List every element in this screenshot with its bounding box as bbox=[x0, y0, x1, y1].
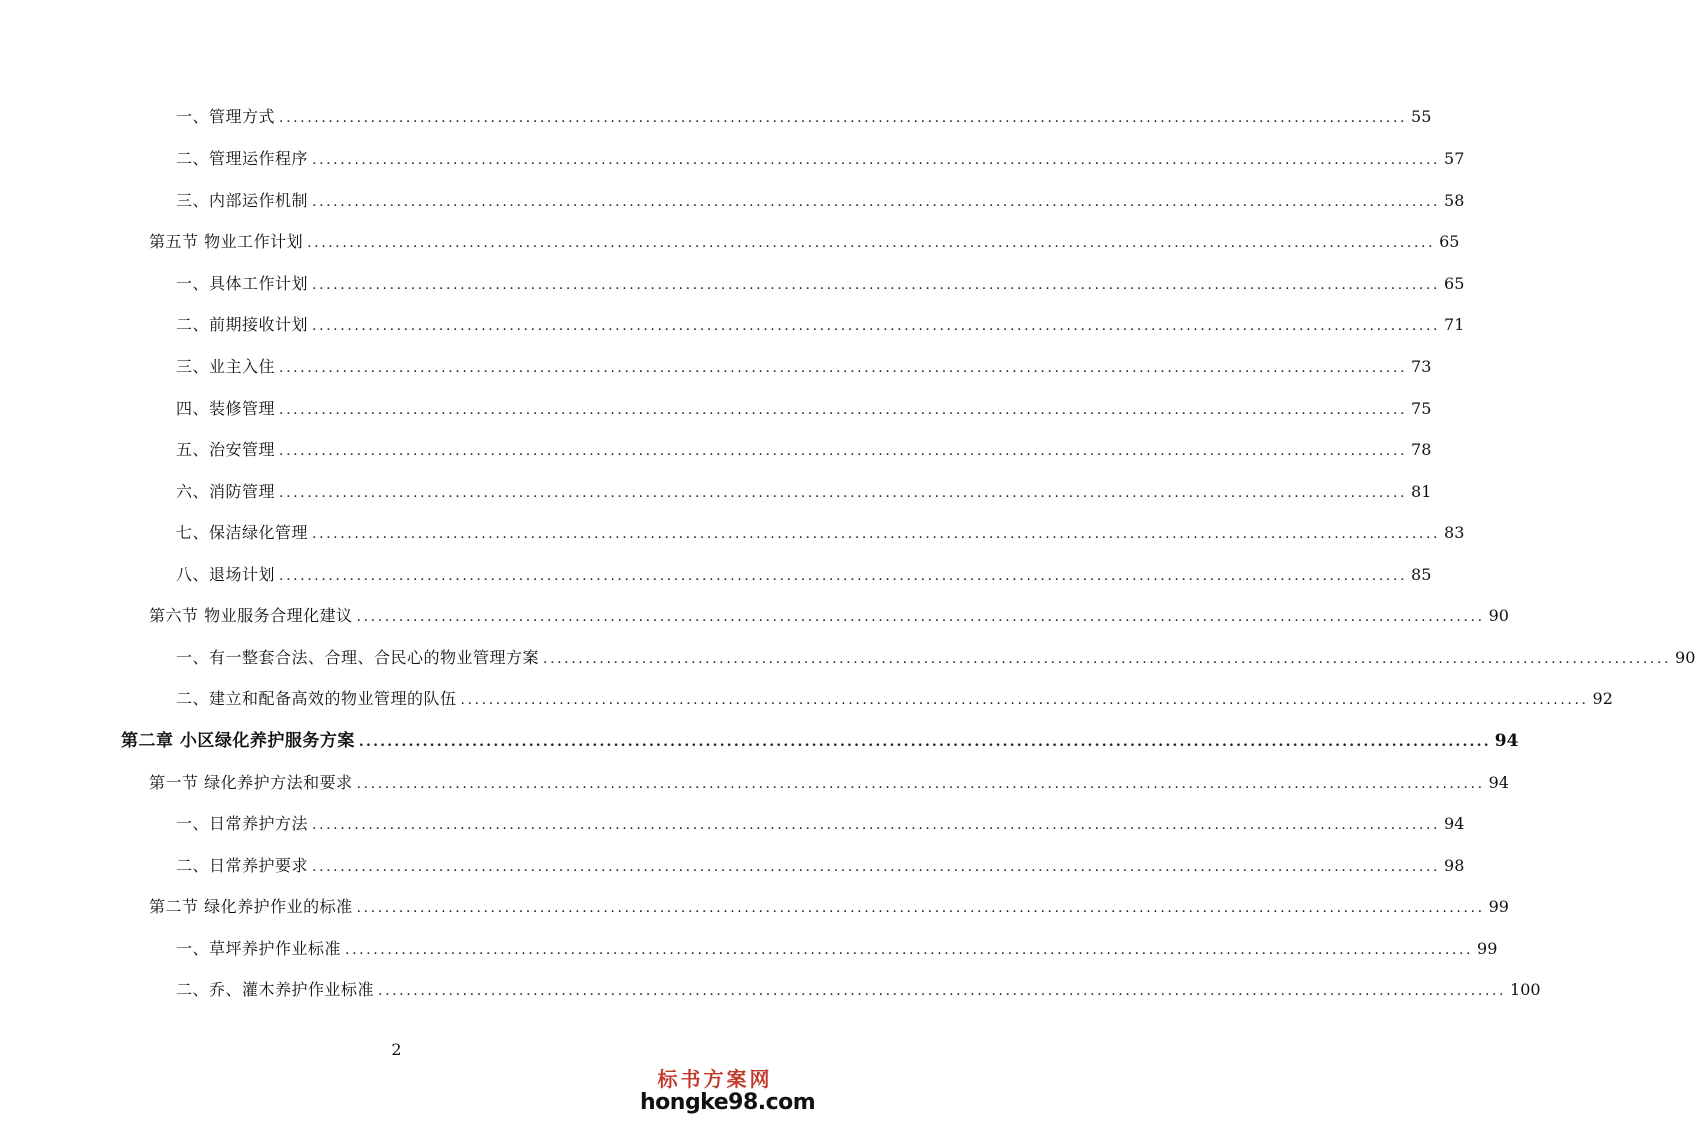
toc-entry-page: 98 bbox=[1444, 856, 1465, 875]
toc-entry-page: 55 bbox=[1411, 107, 1432, 126]
toc-entry-page: 94 bbox=[1494, 731, 1519, 751]
toc-entry-title: 一、管理方式 bbox=[176, 107, 276, 126]
toc-entry-title: 第二章 小区绿化养护服务方案 bbox=[121, 731, 355, 751]
toc-entry-title: 一、日常养护方法 bbox=[176, 814, 309, 833]
toc-entry-page: 90 bbox=[1488, 606, 1509, 625]
toc-entry-title: 一、草坪养护作业标准 bbox=[176, 939, 342, 958]
toc-entry[interactable] bbox=[176, 314, 1465, 336]
toc-entry-title: 八、退场计划 bbox=[176, 565, 276, 584]
toc-entry-page: 100 bbox=[1510, 980, 1541, 999]
toc-entry-title: 第六节 物业服务合理化建议 bbox=[149, 606, 353, 625]
toc-entry-page: 92 bbox=[1592, 689, 1613, 708]
dot-leader bbox=[378, 980, 1506, 1002]
toc-entry-title: 二、建立和配备高效的物业管理的队伍 bbox=[176, 689, 457, 708]
toc-entry-title: 二、管理运作程序 bbox=[176, 149, 309, 168]
toc-entry-page: 94 bbox=[1444, 814, 1465, 833]
toc-entry[interactable] bbox=[176, 398, 1432, 420]
dot-leader bbox=[279, 482, 1407, 504]
toc-entry-title: 第五节 物业工作计划 bbox=[149, 232, 304, 251]
toc-entry[interactable] bbox=[176, 564, 1432, 586]
toc-entry-title: 二、日常养护要求 bbox=[176, 856, 309, 875]
toc-entry-page: 65 bbox=[1439, 232, 1460, 251]
toc-entry-title: 三、内部运作机制 bbox=[176, 191, 309, 210]
toc-entry[interactable] bbox=[176, 855, 1465, 877]
toc-entry-page: 94 bbox=[1488, 773, 1509, 792]
toc-entry[interactable] bbox=[149, 896, 1509, 918]
dot-leader bbox=[312, 523, 1440, 545]
dot-leader bbox=[357, 606, 1485, 628]
toc-entry-title: 第一节 绿化养护方法和要求 bbox=[149, 773, 353, 792]
toc-entry[interactable] bbox=[176, 647, 1695, 669]
toc-entry[interactable] bbox=[176, 979, 1541, 1001]
toc-entry[interactable] bbox=[176, 439, 1432, 461]
dot-leader bbox=[279, 357, 1407, 379]
toc-entry-page: 83 bbox=[1444, 523, 1465, 542]
toc-entry-page: 57 bbox=[1444, 149, 1465, 168]
toc-entry-title: 二、前期接收计划 bbox=[176, 315, 309, 334]
toc-entry-title: 六、消防管理 bbox=[176, 482, 276, 501]
watermark-chinese-text: 标书方案网 bbox=[657, 1067, 773, 1091]
toc-entry[interactable] bbox=[176, 688, 1613, 710]
toc-entry[interactable] bbox=[176, 190, 1465, 212]
toc-entry-title: 一、具体工作计划 bbox=[176, 274, 309, 293]
dot-leader bbox=[345, 939, 1473, 961]
site-watermark-logo bbox=[640, 1067, 816, 1116]
toc-entry[interactable] bbox=[176, 106, 1432, 128]
toc-entry[interactable] bbox=[176, 273, 1465, 295]
dot-leader bbox=[357, 897, 1485, 919]
toc-entry-title: 五、治安管理 bbox=[176, 440, 276, 459]
toc-entry-title: 第二节 绿化养护作业的标准 bbox=[149, 897, 353, 916]
page-number: 2 bbox=[391, 1040, 402, 1059]
toc-entry-title: 七、保洁绿化管理 bbox=[176, 523, 309, 542]
toc-entry[interactable] bbox=[149, 772, 1509, 794]
toc-entry[interactable] bbox=[176, 938, 1498, 960]
dot-leader bbox=[312, 315, 1440, 337]
toc-entry-page: 85 bbox=[1411, 565, 1432, 584]
toc-entry-page: 58 bbox=[1444, 191, 1465, 210]
toc-entry-page: 65 bbox=[1444, 274, 1465, 293]
toc-entry-page: 78 bbox=[1411, 440, 1432, 459]
dot-leader bbox=[543, 648, 1671, 670]
toc-entry-page: 99 bbox=[1477, 939, 1498, 958]
toc-entry-title: 二、乔、灌木养护作业标准 bbox=[176, 980, 375, 999]
toc-entry[interactable] bbox=[176, 148, 1465, 170]
toc-entry-title: 四、装修管理 bbox=[176, 399, 276, 418]
toc-entry[interactable] bbox=[176, 356, 1432, 378]
dot-leader bbox=[279, 565, 1407, 587]
toc-entry[interactable] bbox=[176, 522, 1465, 544]
dot-leader bbox=[307, 232, 1435, 254]
toc-entry[interactable] bbox=[149, 231, 1460, 253]
toc-entry[interactable] bbox=[149, 605, 1509, 627]
toc-entry-title: 三、业主入住 bbox=[176, 357, 276, 376]
toc-entry-page: 75 bbox=[1411, 399, 1432, 418]
dot-leader bbox=[312, 814, 1440, 836]
toc-entry-page: 90 bbox=[1675, 648, 1695, 667]
dot-leader bbox=[312, 856, 1440, 878]
dot-leader bbox=[359, 731, 1491, 753]
dot-leader bbox=[312, 191, 1440, 213]
toc-entry-page: 81 bbox=[1411, 482, 1432, 501]
toc-entry-page: 73 bbox=[1411, 357, 1432, 376]
toc-entry-chapter[interactable] bbox=[121, 730, 1519, 752]
watermark-domain-text: hongke98.com bbox=[640, 1090, 816, 1115]
dot-leader bbox=[312, 274, 1440, 296]
dot-leader bbox=[357, 773, 1485, 795]
dot-leader bbox=[312, 149, 1440, 171]
dot-leader bbox=[461, 689, 1589, 711]
toc-entry[interactable] bbox=[176, 481, 1432, 503]
dot-leader bbox=[279, 399, 1407, 421]
toc-entry[interactable] bbox=[176, 813, 1465, 835]
toc-entry-title: 一、有一整套合法、合理、合民心的物业管理方案 bbox=[176, 648, 540, 667]
toc-entry-page: 99 bbox=[1488, 897, 1509, 916]
dot-leader bbox=[279, 440, 1407, 462]
toc-entry-page: 71 bbox=[1444, 315, 1465, 334]
dot-leader bbox=[279, 107, 1407, 129]
